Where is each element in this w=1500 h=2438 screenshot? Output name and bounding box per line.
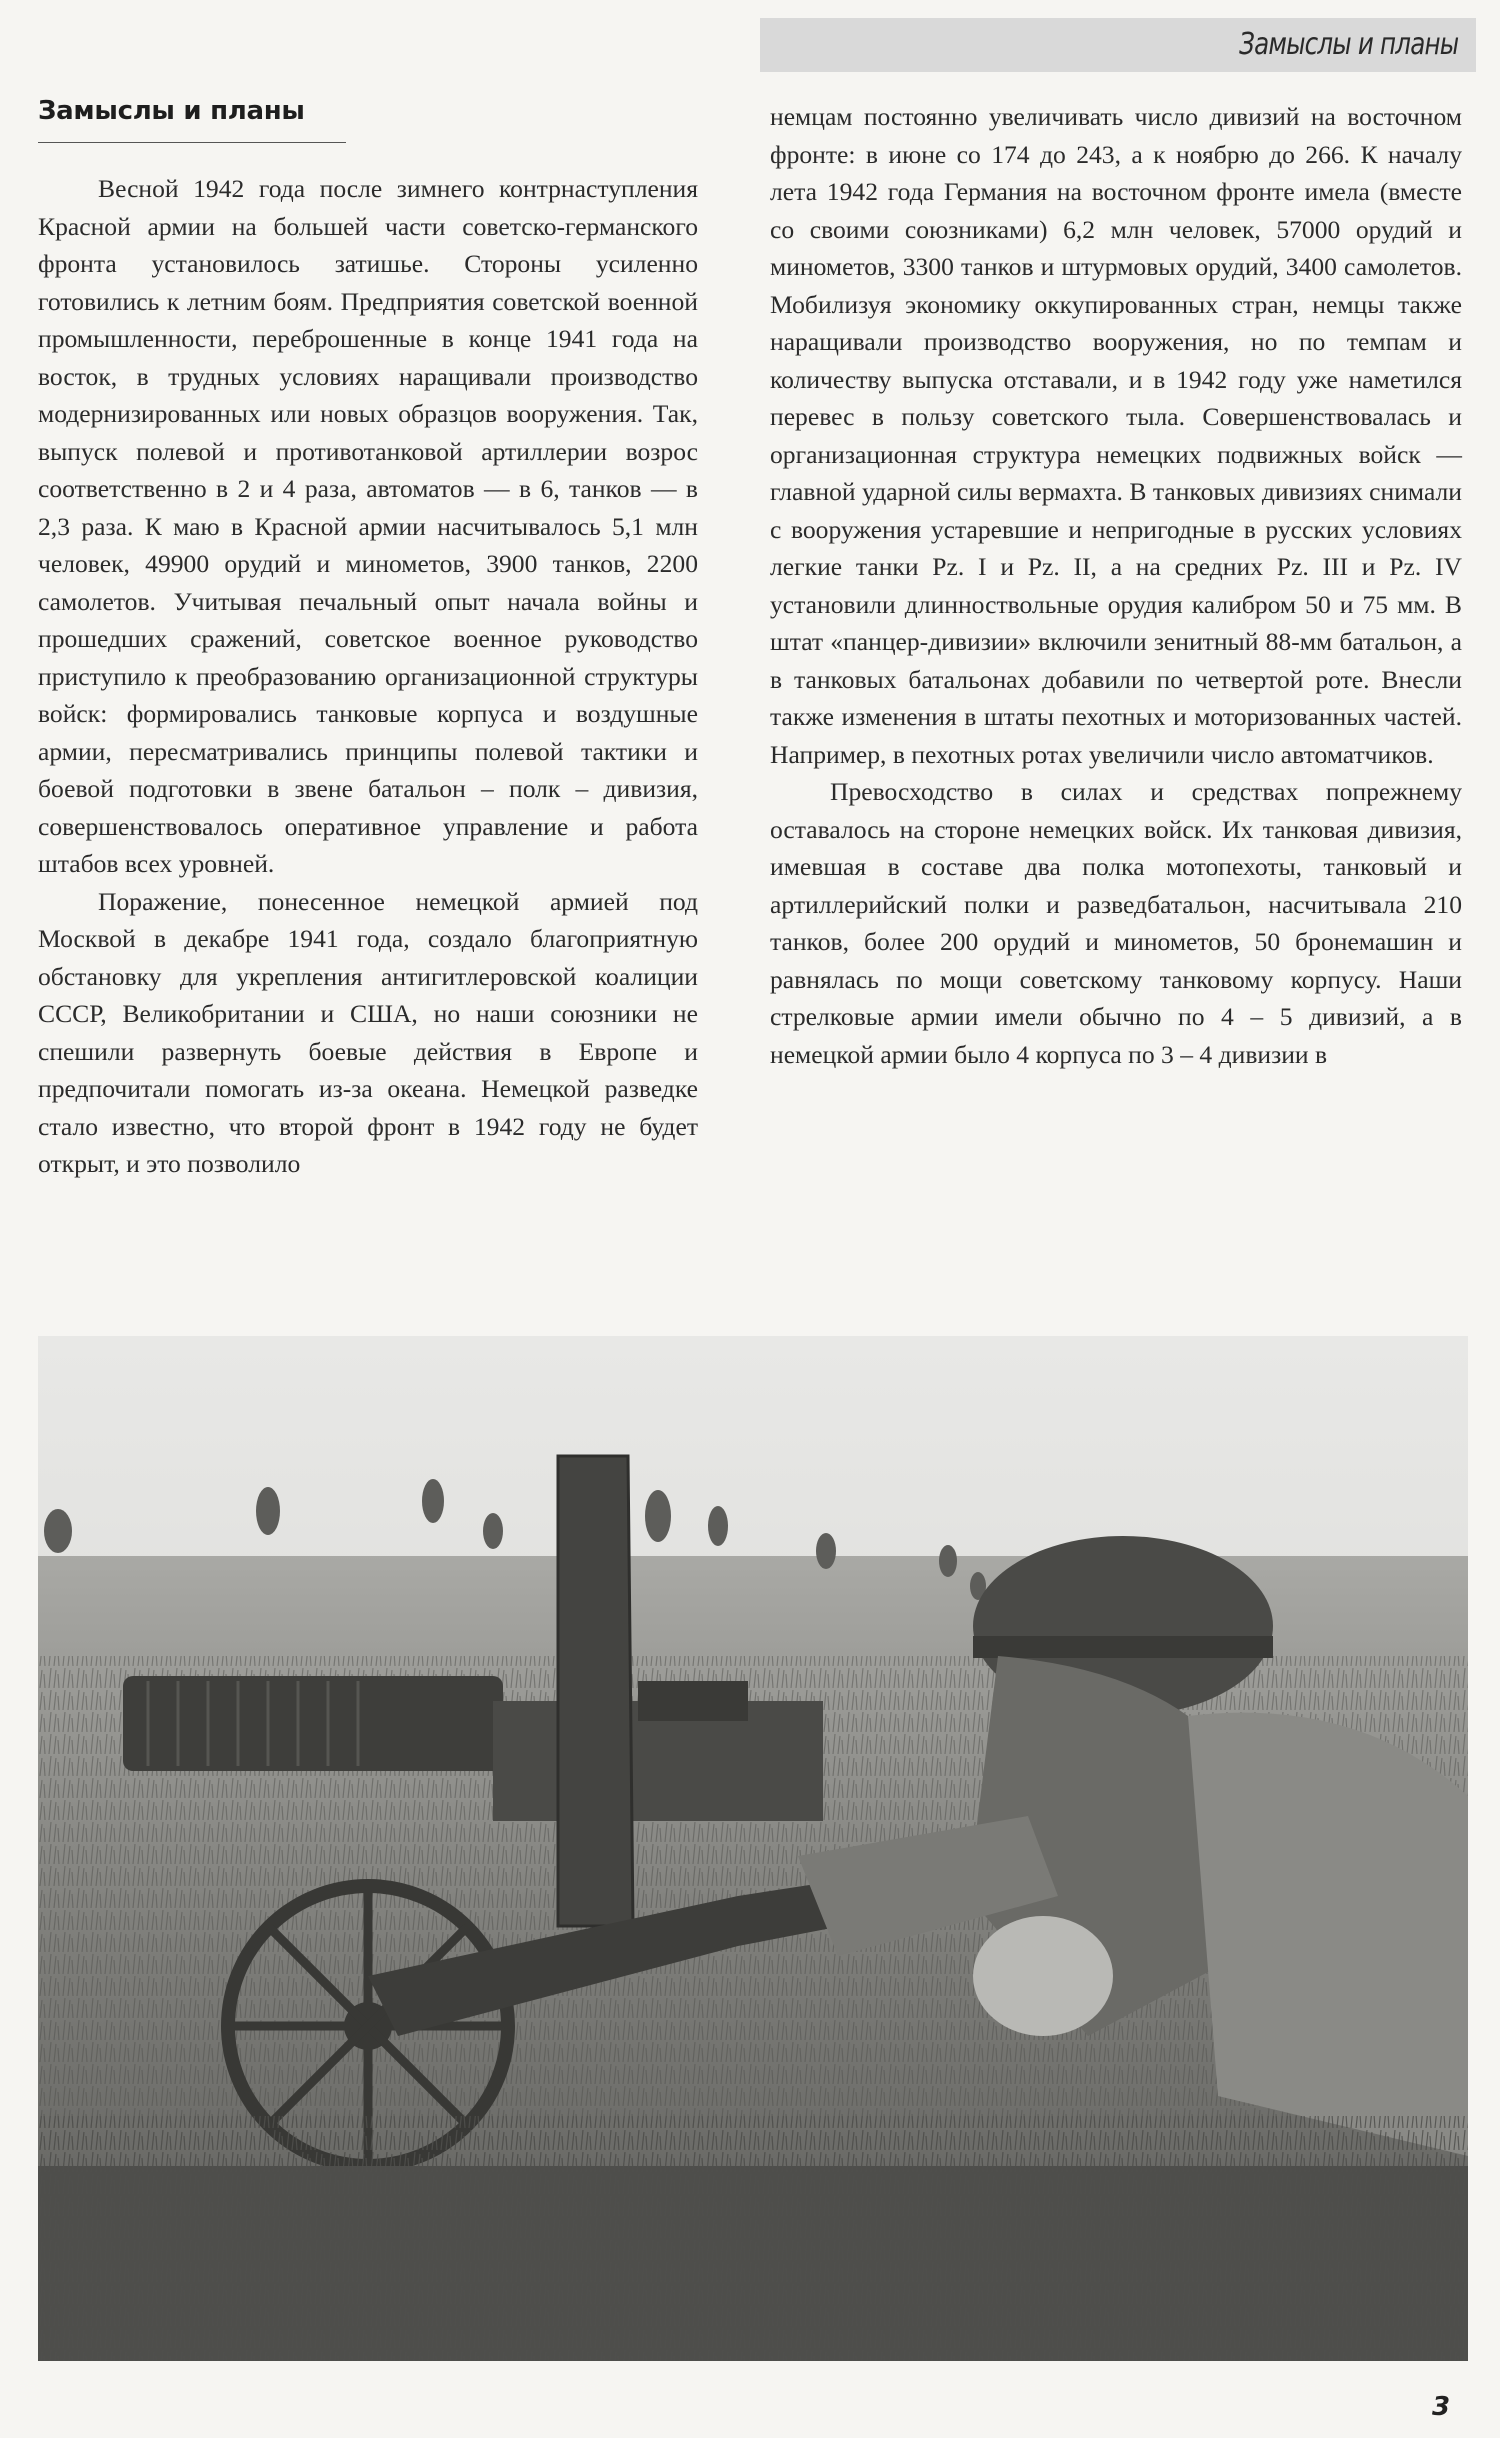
section-title: Замыслы и планы [38,96,305,126]
left-column [38,170,698,1183]
title-underline [38,142,346,143]
left-paragraph-2: Поражение, понесенное немецкой армией под Москвой в декабре 1941 года, создало благоприятную обстановку для укрепления антигитлеровской коалиции СССР, Великобритании и США, но наши союзники не спешили развернуть боевые действия в Европе и предпочитали помогать из-за океана. Немецкой разведке стало известно, что второй фронт в 1942 году не будет открыт, и это позволило [38,886,698,1178]
right-column [770,98,1462,1073]
photo-machine-gunner [38,1336,1468,2361]
right-paragraph-2: Превосходство в силах и средствах попрежнему оставалось на стороне немецких войск. Их танковая дивизия, имевшая в составе два полка мотопехоты, танковый и артиллерийский полки и разведбатальон, насчитывала 210 танков, более 200 орудий и минометов, 50 бронемашин и равнялась по мощи советскому танковому корпусу. Наши стрелковые армии имели обычно по 4 – 5 дивизий, а в немецкой армии было 4 корпуса по 3 – 4 дивизии в [770,777,1462,1069]
right-paragraph-1: немцам постоянно увеличивать число дивизий на восточном фронте: в июне со 174 до 243, а к ноябрю до 266. К началу лета 1942 года Германия на восточном фронте имела (вместе со своими союзниками) 6,2 млн человек, 57000 орудий и минометов, 3300 танков и штурмовых орудий, 3400 самолетов. Мобилизуя экономику оккупированных стран, немцы также наращивали производство вооружения, но по темпам и количеству выпуска отставали, и в 1942 году уже наметился перевес в пользу советского тыла. Совершенствовалась и организационная структура немецких подвижных войск — главной ударной силы вермахта. В танковых дивизиях снимали с вооружения устаревшие и непригодные в русских условиях легкие танки Pz. I и Pz. II, а на средних Pz. III и Pz. IV установили длинноствольные орудия калибром 50 и 75 мм. В штат «панцер-дивизии» включили зенитный 88-мм батальон, а в танковых батальонах добавили по четвертой роте. Внесли также изменения в штаты пехотных и моторизованных частей. Например, в пехотных ротах увеличили число автоматчиков. [770,102,1462,769]
left-paragraph-1: Весной 1942 года после зимнего контрнаступления Красной армии на большей части советско-германского фронта установилось затишье. Стороны усиленно готовились к летним боям. Предприятия советской военной промышленности, переброшенные в конце 1941 года на восток, в трудных условиях наращивали производство модернизированных или новых образцов вооружения. Так, выпуск полевой и противотанковой артиллерии возрос соответственно в 2 и 4 раза, автоматов — в 6, танков — в 2,3 раза. К маю в Красной армии насчитывалось 5,1 млн человек, 49900 орудий и минометов, 3900 танков, 2200 самолетов. Учитывая печальный опыт начала войны и прошедших сражений, советское военное руководство приступило к преобразованию организационной структуры войск: формировались танковые корпуса и воздушные армии, пересматривались принципы полевой тактики и боевой подготовки в звене батальон – полк – дивизия, совершенствовалось оперативное управление и работа штабов всех уровней. [38,174,698,878]
photo-illustration [38,1336,1468,2361]
page-number: 3 [1432,2392,1451,2422]
running-header-title: Замыслы и планы [1238,27,1458,62]
running-header [760,18,1476,72]
